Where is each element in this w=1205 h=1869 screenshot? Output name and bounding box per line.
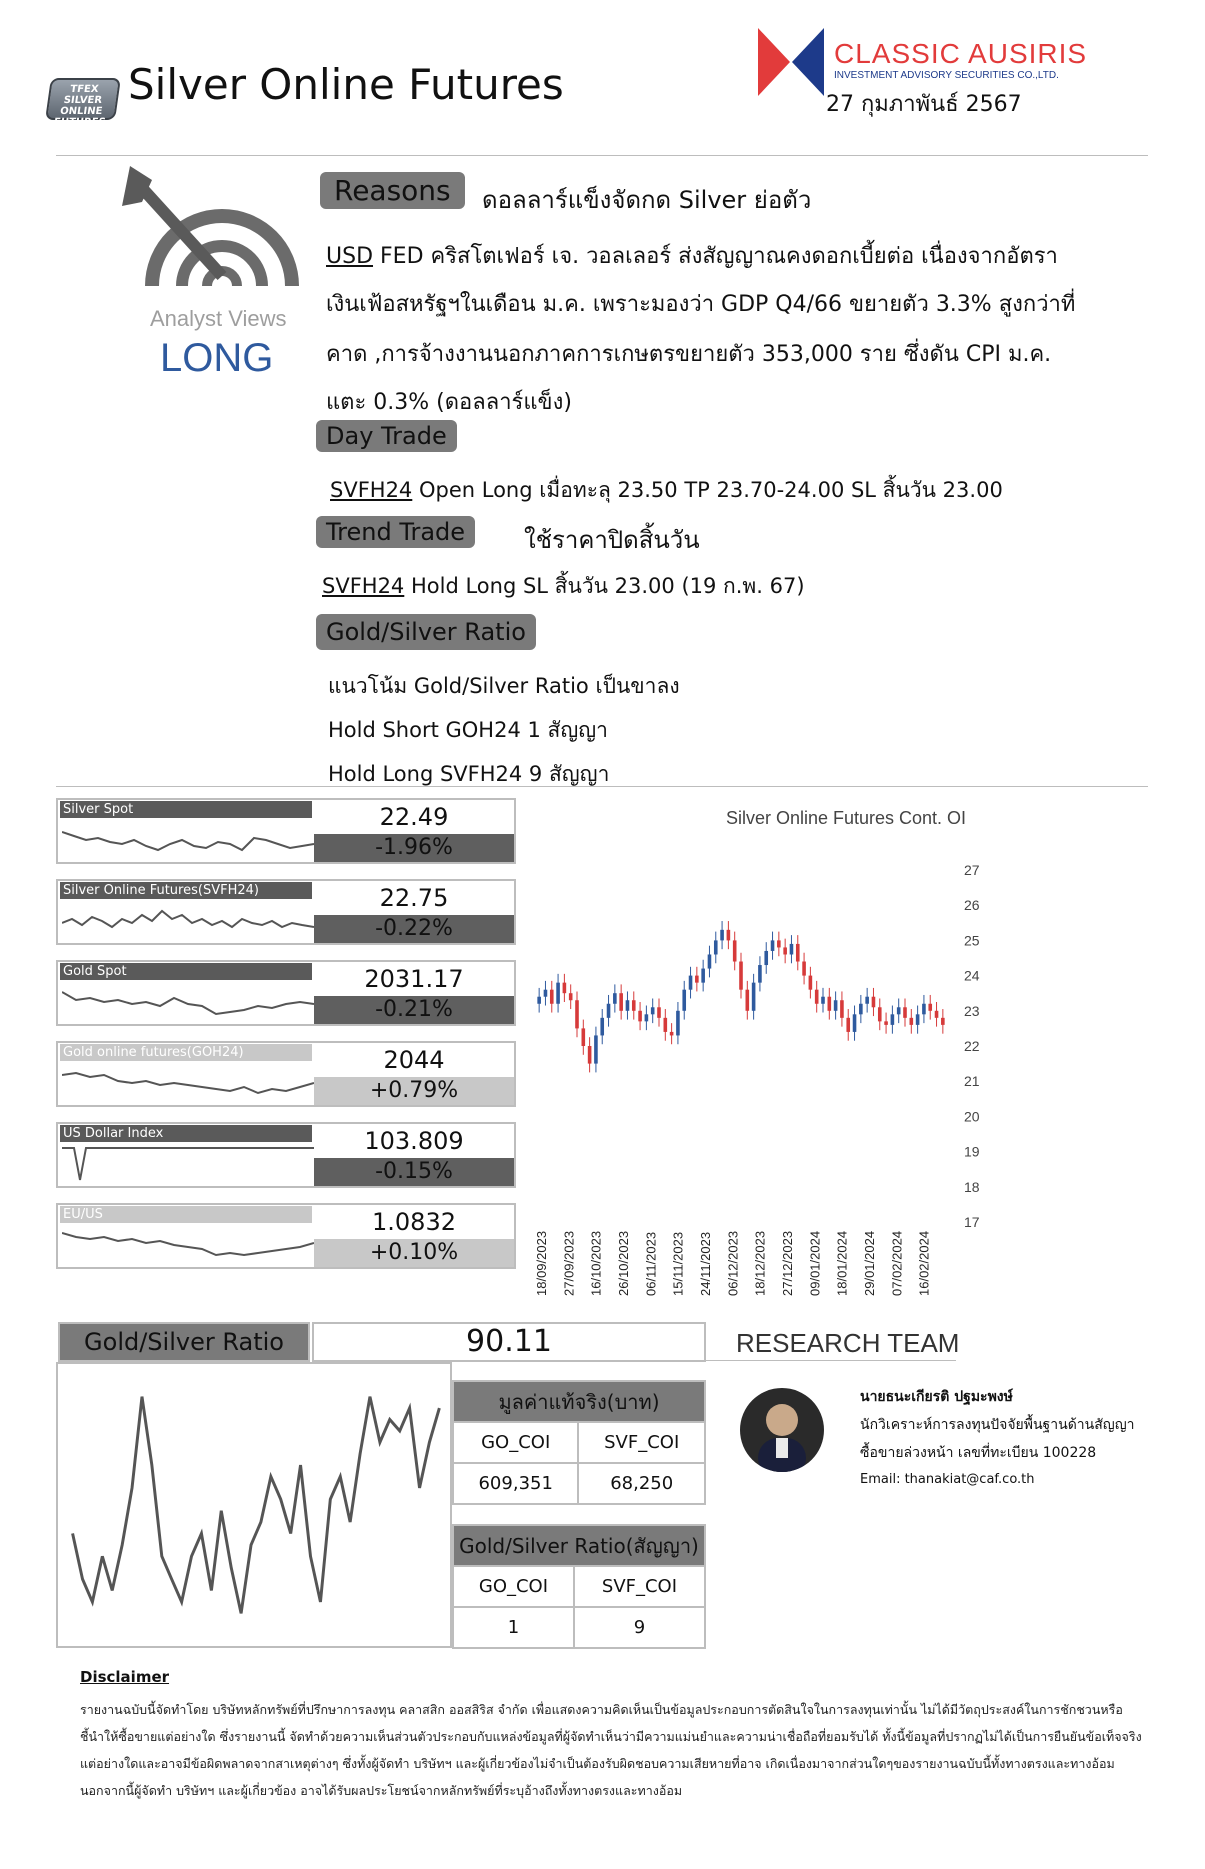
ticker-sparkline bbox=[62, 901, 314, 941]
analyst-name: นายธนะเกียรติ ปฐมะพงษ์ bbox=[860, 1389, 1013, 1405]
x-tick-label: 18/01/2024 bbox=[834, 1230, 850, 1296]
disclaimer-title: Disclaimer bbox=[80, 1668, 170, 1686]
candle-body bbox=[733, 940, 737, 961]
ticker-panel bbox=[56, 879, 516, 945]
reasons-line-2: เงินเฟ้อสหรัฐฯในเดือน ม.ค. เพราะมองว่า GDP Q4/66 ขยายตัว 3.3% สูงกว่าที่ bbox=[326, 292, 1076, 317]
candle-body bbox=[897, 1007, 901, 1014]
x-tick-label: 07/02/2024 bbox=[889, 1230, 905, 1296]
table-cell: 609,351 bbox=[453, 1463, 578, 1504]
brand-name: CLASSIC AUSIRIS bbox=[834, 38, 1088, 69]
reason-text: FED คริสโตเฟอร์ เจ. วอลเลอร์ ส่งสัญญาณคงดอกเบี้ยต่อ เนื่องจากอัตรา bbox=[373, 244, 1058, 269]
ticker-name: EU/US bbox=[60, 1206, 312, 1223]
candle-body bbox=[619, 993, 623, 1011]
y-tick-label: 24 bbox=[964, 967, 980, 984]
ratio-line-3: Hold Long SVFH24 9 สัญญา bbox=[328, 762, 610, 786]
candle-body bbox=[941, 1018, 945, 1025]
candle-body bbox=[638, 1011, 642, 1022]
target-arrow-icon bbox=[112, 166, 302, 306]
candle-body bbox=[758, 965, 762, 983]
ticker-price: 22.75 bbox=[379, 884, 449, 912]
chart-title: Silver Online Futures Cont. OI bbox=[725, 808, 967, 828]
reasons-line-1 bbox=[326, 238, 1058, 273]
candle-body bbox=[645, 1014, 649, 1021]
day-trade-text: Open Long เมื่อทะลุ 23.50 TP 23.70-24.00 SL สิ้นวัน 23.00 bbox=[412, 478, 1003, 502]
ticker-change: +0.10% bbox=[314, 1239, 514, 1267]
candle-body bbox=[846, 1018, 850, 1032]
candle-body bbox=[657, 1007, 661, 1018]
x-tick-label: 27/09/2023 bbox=[561, 1230, 577, 1296]
candle-body bbox=[701, 969, 705, 983]
reasons-line-3: คาด ,การจ้างงานนอกภาคการเกษตรขยายตัว 353,000 ราย ซึ่งดัน CPI ม.ค. bbox=[326, 342, 1052, 367]
ratio-line-2: Hold Short GOH24 1 สัญญา bbox=[328, 718, 608, 742]
table-header: GO_COI bbox=[453, 1422, 578, 1463]
divider bbox=[56, 155, 1148, 156]
analyst-role: นักวิเคราะห์การลงทุนปัจจัยพื้นฐานด้านสัญญา bbox=[860, 1417, 1135, 1433]
candle-body bbox=[828, 997, 832, 1011]
trend-trade-symbol: SVFH24 bbox=[322, 574, 405, 598]
candle-body bbox=[626, 1000, 630, 1011]
candle-body bbox=[544, 990, 548, 997]
candle-body bbox=[739, 962, 743, 990]
candle-body bbox=[916, 1014, 920, 1025]
candle-body bbox=[777, 940, 781, 947]
analyst-view-value: LONG bbox=[160, 336, 274, 380]
x-tick-label: 27/12/2023 bbox=[780, 1230, 795, 1296]
day-trade-symbol: SVFH24 bbox=[330, 478, 413, 502]
table-title: Gold/Silver Ratio(สัญญา) bbox=[453, 1525, 705, 1566]
gold-silver-ratio-chart bbox=[56, 1362, 452, 1648]
silver-futures-chart bbox=[516, 792, 1148, 1302]
y-tick-label: 20 bbox=[964, 1108, 980, 1125]
candle-body bbox=[651, 1007, 655, 1014]
ticker-price: 1.0832 bbox=[372, 1208, 456, 1236]
candle-body bbox=[903, 1007, 907, 1018]
candle-body bbox=[727, 930, 731, 941]
ticker-sparkline bbox=[62, 982, 314, 1022]
x-tick-label: 06/12/2023 bbox=[725, 1230, 741, 1296]
ticker-name: Gold online futures(GOH24) bbox=[60, 1044, 312, 1061]
x-tick-label: 15/11/2023 bbox=[670, 1231, 686, 1296]
candle-body bbox=[790, 944, 794, 955]
candle-body bbox=[588, 1046, 592, 1064]
y-tick-label: 27 bbox=[964, 862, 980, 878]
candle-body bbox=[664, 1018, 668, 1032]
x-tick-label: 06/11/2023 bbox=[643, 1231, 659, 1296]
candle-body bbox=[764, 951, 768, 965]
candle-body bbox=[910, 1018, 914, 1025]
trend-trade-text: Hold Long SL สิ้นวัน 23.00 (19 ก.พ. 67) bbox=[404, 574, 805, 598]
y-tick-label: 22 bbox=[964, 1038, 980, 1054]
candle-body bbox=[613, 993, 617, 1004]
x-tick-label: 16/02/2024 bbox=[916, 1230, 932, 1296]
candle-body bbox=[537, 997, 541, 1004]
ticker-sparkline bbox=[62, 1144, 314, 1184]
ticker-price: 103.809 bbox=[364, 1127, 464, 1155]
table-title: มูลค่าแท้จริง(บาท) bbox=[453, 1381, 705, 1422]
candle-body bbox=[865, 997, 869, 1004]
classic-ausiris-logo-icon bbox=[758, 28, 824, 96]
candle-body bbox=[607, 1004, 611, 1018]
report-date: 27 กุมภาพันธ์ 2567 bbox=[826, 92, 1022, 117]
candle-body bbox=[834, 1000, 838, 1011]
ticker-change: -1.96% bbox=[314, 834, 514, 862]
table-cell: 1 bbox=[453, 1607, 574, 1648]
ticker-change: -0.21% bbox=[314, 996, 514, 1024]
brand-subtitle: INVESTMENT ADVISORY SECURITIES CO.,LTD. bbox=[834, 70, 1059, 81]
x-tick-label: 18/12/2023 bbox=[752, 1230, 768, 1296]
logo-text: TFEX SILVER ONLINE FUTURES bbox=[53, 84, 107, 128]
ticker-sparkline bbox=[62, 1063, 314, 1103]
candle-body bbox=[689, 976, 693, 990]
analyst-license: ซื้อขายล่วงหน้า เลขที่ทะเบียน 100228 bbox=[860, 1445, 1097, 1461]
gold-silver-ratio-label: Gold/Silver Ratio bbox=[58, 1322, 310, 1362]
candle-body bbox=[815, 990, 819, 1004]
contract-ratio-table bbox=[452, 1524, 706, 1649]
x-tick-label: 29/01/2024 bbox=[862, 1230, 877, 1296]
x-tick-label: 26/10/2023 bbox=[616, 1230, 631, 1296]
candle-body bbox=[878, 1007, 882, 1021]
candle-body bbox=[563, 983, 567, 994]
candle-body bbox=[796, 944, 800, 962]
research-team-title: RESEARCH TEAM bbox=[736, 1328, 960, 1358]
candle-body bbox=[582, 1028, 586, 1046]
ticker-panel bbox=[56, 960, 516, 1026]
ticker-price: 2044 bbox=[383, 1046, 445, 1074]
day-trade-plan bbox=[330, 474, 1003, 507]
candle-body bbox=[928, 1004, 932, 1011]
trend-trade-plan bbox=[322, 570, 805, 603]
candle-body bbox=[575, 1000, 579, 1028]
candle-body bbox=[891, 1014, 895, 1025]
candle-body bbox=[771, 940, 775, 951]
ticker-panel bbox=[56, 1203, 516, 1269]
trend-trade-label: Trend Trade bbox=[316, 516, 475, 548]
candle-body bbox=[783, 947, 787, 954]
real-value-table bbox=[452, 1380, 706, 1505]
ticker-name: Silver Spot bbox=[60, 801, 312, 818]
usd-tag: USD bbox=[326, 244, 374, 269]
ticker-name: Gold Spot bbox=[60, 963, 312, 980]
page-title: Silver Online Futures bbox=[128, 60, 564, 109]
ticker-sparkline bbox=[62, 1225, 314, 1265]
table-cell: 9 bbox=[574, 1607, 705, 1648]
avatar bbox=[740, 1388, 824, 1472]
candle-body bbox=[600, 1018, 604, 1036]
gold-silver-ratio-value: 90.11 bbox=[312, 1322, 706, 1362]
candle-body bbox=[872, 997, 876, 1008]
ratio-line bbox=[73, 1397, 440, 1614]
ticker-panel bbox=[56, 1122, 516, 1188]
tfex-silver-logo bbox=[45, 78, 121, 128]
x-tick-label: 18/09/2023 bbox=[534, 1230, 549, 1296]
candle-body bbox=[632, 1000, 636, 1011]
divider bbox=[56, 786, 1148, 787]
candle-body bbox=[556, 983, 560, 1004]
candle-body bbox=[853, 1014, 857, 1032]
candle-body bbox=[821, 997, 825, 1004]
reasons-line-4: แตะ 0.3% (ดอลลาร์แข็ง) bbox=[326, 390, 572, 415]
x-tick-label: 16/10/2023 bbox=[588, 1230, 604, 1296]
candle-body bbox=[714, 940, 718, 954]
candle-body bbox=[884, 1021, 888, 1025]
candle-body bbox=[682, 990, 686, 1011]
ticker-panel bbox=[56, 798, 516, 864]
candle-body bbox=[670, 1032, 674, 1036]
y-tick-label: 26 bbox=[964, 897, 980, 914]
ticker-change: -0.22% bbox=[314, 915, 514, 943]
candle-body bbox=[569, 993, 573, 1000]
day-trade-label: Day Trade bbox=[316, 420, 457, 452]
candle-body bbox=[935, 1011, 939, 1018]
y-tick-label: 17 bbox=[964, 1214, 980, 1230]
reasons-label: Reasons bbox=[320, 172, 465, 209]
ticker-price: 2031.17 bbox=[364, 965, 464, 993]
ticker-sparkline bbox=[62, 820, 314, 860]
ticker-price: 22.49 bbox=[379, 803, 449, 831]
y-tick-label: 21 bbox=[964, 1073, 980, 1090]
candle-body bbox=[746, 990, 750, 1011]
y-tick-label: 18 bbox=[964, 1178, 980, 1195]
ticker-name: US Dollar Index bbox=[60, 1125, 312, 1142]
ticker-name: Silver Online Futures(SVFH24) bbox=[60, 882, 312, 899]
y-tick-label: 25 bbox=[964, 932, 980, 949]
candle-body bbox=[550, 990, 554, 1004]
disclaimer-body: รายงานฉบับนี้จัดทำโดย บริษัทหลักทรัพย์ที่ปรึกษาการลงทุน คลาสสิก ออสสิริส จำกัด เพื่อแสดงความคิดเห็นเป็นข้อมูลประกอบการตัดสินใจในการลงทุนเท่านั้น ไม่ได้มีวัตถุประสงค์ในการชักชวนหรือชี้นำให้ซื้อขายแต่อย่างใด ซึ่งรายงานนี้ จัดทำด้วยความเห็นส่วนตัวประกอบกับแหล่งข้อมูลที่ผู้จัดทำเห็นว่ามีความแม่นยำและความน่าเชื่อถือที่ยอมรับได้ ทั้งนี้ข้อมูลที่ปรากฏไม่ได้เป็นการยืนยันข้อเท็จจริงแต่อย่างใดและอาจมีข้อผิดพลาดจากสาเหตุต่างๆ ซึ่งทั้งผู้จัดทำ บริษัทฯ และผู้เกี่ยวข้องไม่จำเป็นต้องรับผิดชอบความเสียหายที่อาจ เกิดเนื่องมาจากส่วนใดๆของรายงานฉบับนี้ทั้งทางตรงและทางอ้อม นอกจากนี้ผู้จัดทำ บริษัทฯ และผู้เกี่ยวข้อง อาจได้รับผลประโยชน์จากหลักทรัพย์ที่ระบุอ้างถึงทั้งทางตรงและทางอ้อม bbox=[80, 1702, 1142, 1798]
table-header: SVF_COI bbox=[578, 1422, 705, 1463]
candle-body bbox=[594, 1035, 598, 1063]
candle-body bbox=[720, 930, 724, 941]
candle-body bbox=[859, 1004, 863, 1015]
divider bbox=[706, 1360, 956, 1361]
ticker-change: +0.79% bbox=[314, 1077, 514, 1105]
table-cell: 68,250 bbox=[578, 1463, 705, 1504]
candle-body bbox=[708, 954, 712, 968]
candle-body bbox=[922, 1004, 926, 1015]
table-header: GO_COI bbox=[453, 1566, 574, 1607]
y-tick-label: 19 bbox=[964, 1143, 980, 1160]
candle-body bbox=[695, 976, 699, 983]
candle-body bbox=[676, 1011, 680, 1036]
y-tick-label: 23 bbox=[964, 1002, 980, 1019]
candle-body bbox=[840, 1000, 844, 1018]
ratio-section-label: Gold/Silver Ratio bbox=[316, 614, 536, 650]
ticker-panel bbox=[56, 1041, 516, 1107]
reasons-headline: ดอลลาร์แข็งจัดกด Silver ย่อตัว bbox=[482, 186, 812, 214]
x-tick-label: 09/01/2024 bbox=[807, 1230, 823, 1296]
trend-trade-note: ใช้ราคาปิดสิ้นวัน bbox=[524, 526, 700, 554]
candle-body bbox=[752, 983, 756, 1011]
ticker-change: -0.15% bbox=[314, 1158, 514, 1186]
x-tick-label: 24/11/2023 bbox=[698, 1231, 713, 1296]
candle-body bbox=[809, 976, 813, 990]
ratio-line-1: แนวโน้ม Gold/Silver Ratio เป็นขาลง bbox=[328, 674, 680, 698]
analyst-views-label: Analyst Views bbox=[150, 306, 287, 331]
candle-body bbox=[802, 962, 806, 976]
table-header: SVF_COI bbox=[574, 1566, 705, 1607]
analyst-email[interactable]: Email: thanakiat@caf.co.th bbox=[860, 1472, 1035, 1487]
